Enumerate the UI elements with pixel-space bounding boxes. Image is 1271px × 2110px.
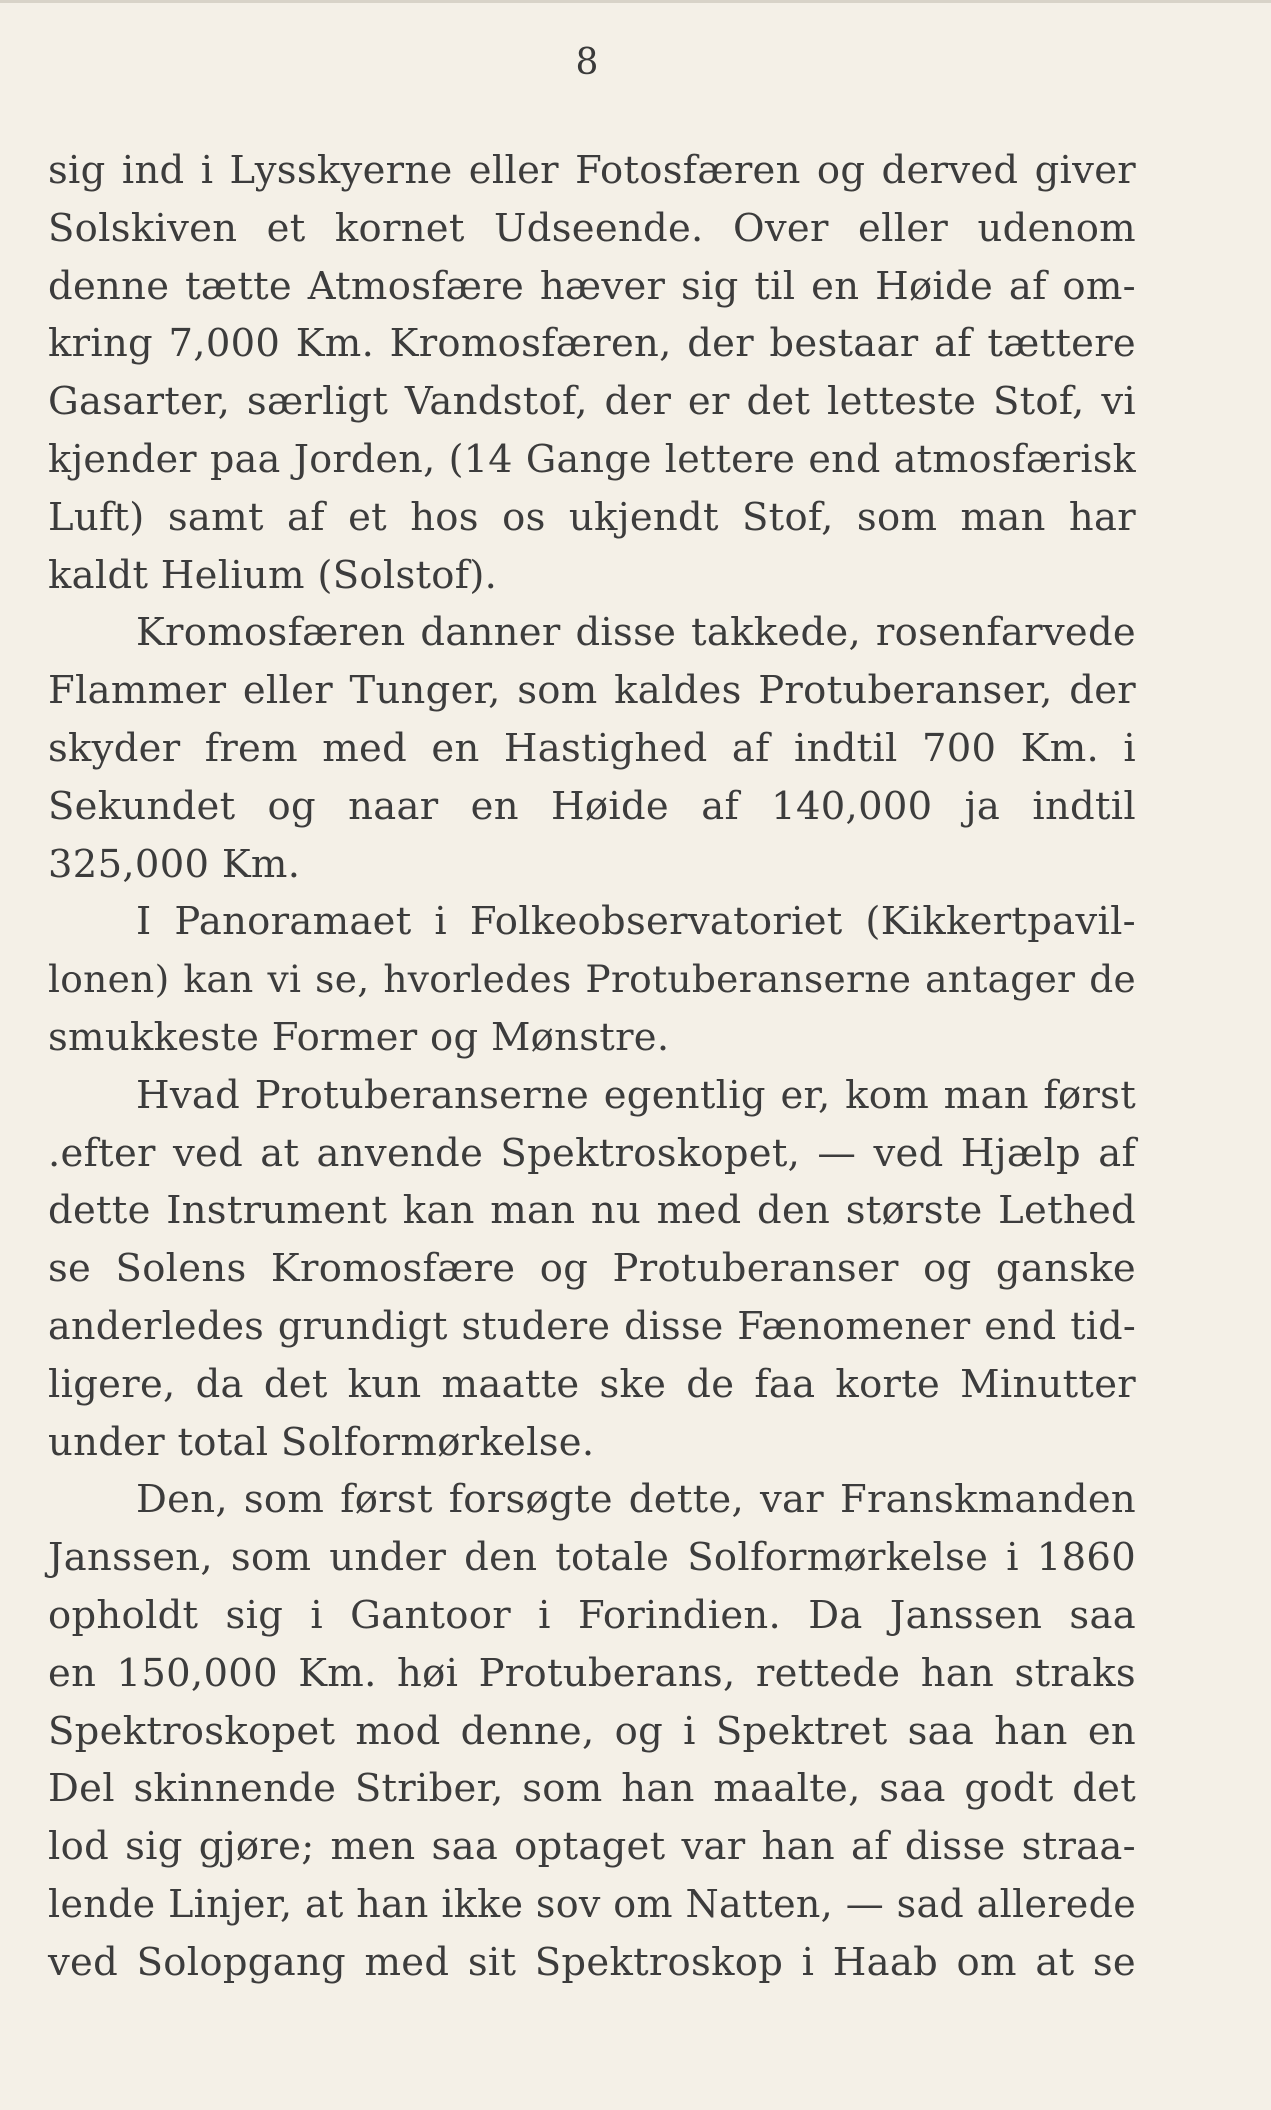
text-line: Den, som først forsøgte dette, var Franskmanden	[136, 1477, 1136, 1523]
text-line: en 150,000 Km. høi Protuberans, rettede han straks	[48, 1650, 1136, 1696]
text-line: kjender paa Jorden, (14 Gange lettere end atmosfærisk	[48, 436, 1136, 481]
text-line: sig ind i Lysskyerne eller Fotosfæren og derved giver	[48, 148, 1136, 193]
text-line: Luft) samt af et hos os ukjendt Stof, som man har	[48, 494, 1136, 540]
text-line: Flammer eller Tunger, som kaldes Protuberanser, der	[48, 668, 1136, 714]
text-line: Solskiven et kornet Udseende. Over eller udenom	[48, 205, 1136, 251]
text-line: dette Instrument kan man nu med den største Lethed	[48, 1188, 1136, 1234]
text-line: Sekundet og naar en Høide af 140,000 ja indtil	[48, 783, 1136, 829]
text-line: kring 7,000 Km. Kromosfæren, der bestaar af tættere	[48, 321, 1136, 367]
text-line: Spektroskopet mod denne, og i Spektret saa han en	[48, 1708, 1136, 1754]
text-line: I Panoramaet i Folkeobservatoriet (Kikkertpavil-	[136, 899, 1136, 945]
text-line: Del skinnende Striber, som han maalte, saa godt det	[48, 1766, 1136, 1812]
text-line: Janssen, som under den totale Solformørkelse i 1860	[48, 1535, 1136, 1581]
text-line: kaldt Helium (Solstof).	[48, 552, 498, 598]
text-line: lende Linjer, at han ikke sov om Natten, — sad allerede	[48, 1881, 1136, 1926]
text-line: lod sig gjøre; men saa optaget var han af disse straa-	[48, 1824, 1136, 1870]
page-number: 8	[575, 42, 600, 83]
text-line: skyder frem med en Hastighed af indtil 700 Km. i	[48, 725, 1136, 771]
page-top-edge	[0, 0, 1271, 3]
body-text	[48, 142, 1136, 1992]
paragraph	[48, 893, 1136, 1066]
text-line: denne tætte Atmosfære hæver sig til en Høide af om-	[48, 263, 1136, 309]
text-line: se Solens Kromosfære og Protuberanser og ganske	[48, 1246, 1136, 1292]
text-line: Kromosfæren danner disse takkede, rosenfarvede	[136, 610, 1136, 656]
paragraph	[48, 142, 1136, 604]
text-line: opholdt sig i Gantoor i Forindien. Da Janssen saa	[48, 1592, 1136, 1638]
text-line: Hvad Protuberanserne egentlig er, kom man først	[136, 1072, 1136, 1118]
text-line: ved Solopgang med sit Spektroskop i Haab om at se	[48, 1939, 1136, 1985]
paragraph	[48, 1067, 1136, 1472]
paragraph	[48, 1471, 1136, 1991]
text-line: Gasarter, særligt Vandstof, der er det letteste Stof, vi	[48, 379, 1136, 425]
paragraph	[48, 604, 1136, 893]
text-line: anderledes grundigt studere disse Fænomener end tid-	[48, 1303, 1136, 1348]
text-line: under total Solformørkelse.	[48, 1419, 595, 1465]
text-line: smukkeste Former og Mønstre.	[48, 1014, 670, 1060]
text-line: lonen) kan vi se, hvorledes Protuberanserne antager de	[48, 957, 1136, 1002]
text-line: 325,000 Km.	[48, 841, 301, 887]
text-line: .efter ved at anvende Spektroskopet, — ved Hjælp af	[48, 1130, 1136, 1176]
text-line: ligere, da det kun maatte ske de faa korte Minutter	[48, 1361, 1136, 1407]
